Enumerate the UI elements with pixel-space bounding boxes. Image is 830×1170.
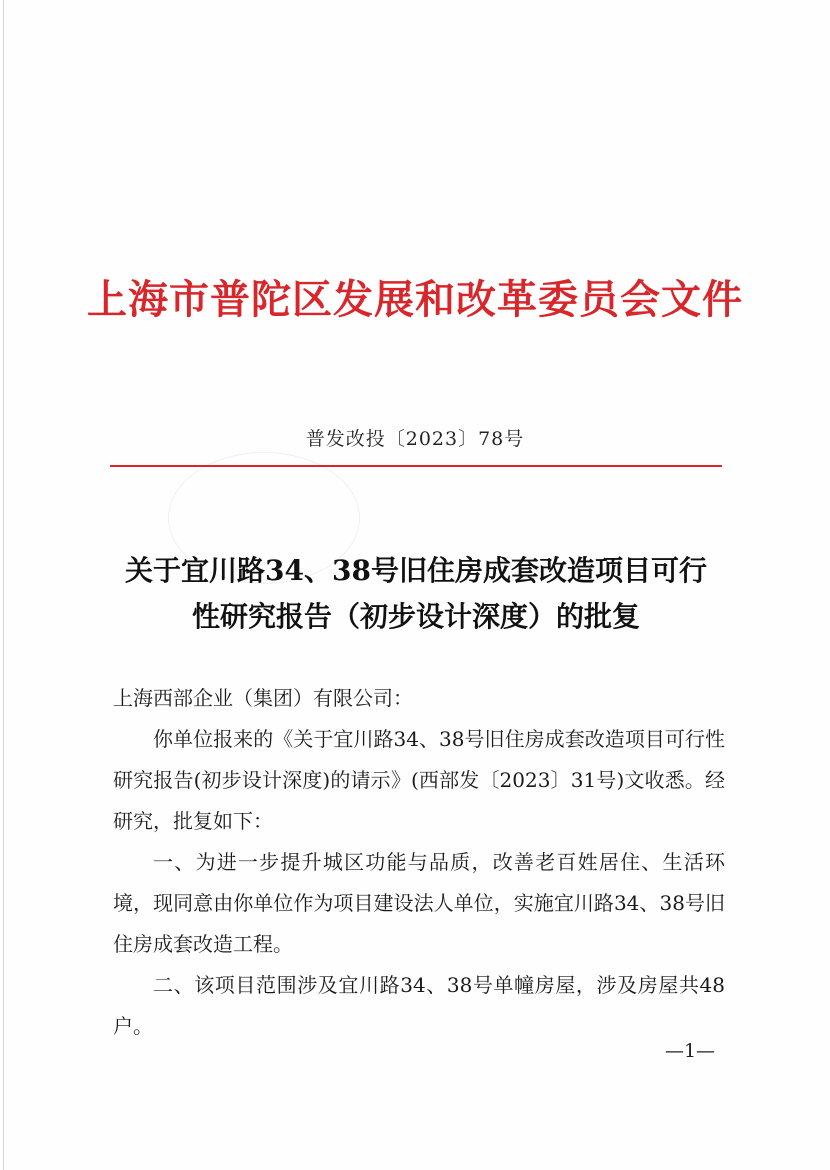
body-paragraph-3: 二、该项目范围涉及宜川路34、38号单幢房屋，涉及房屋共48户。 (113, 973, 725, 1038)
document-number: 普发改投〔2023〕78号 (305, 428, 525, 450)
document-title-line-1: 关于宜川路34、38号旧住房成套改造项目可行 (125, 554, 707, 587)
recipient-line: 上海西部企业（集团）有限公司： (113, 686, 413, 710)
document-body (113, 678, 725, 1047)
page-number: —1— (664, 1040, 716, 1062)
document-title-line-2: 性研究报告（初步设计深度）的批复 (191, 600, 640, 633)
scan-edge-line (3, 0, 4, 1170)
body-paragraph-2: 一、为进一步提升城区功能与品质，改善老百姓居住、生活环境，现同意由你单位作为项目建设法人单位，实施宜川路34、38号旧住房成套改造工程。 (113, 850, 725, 956)
body-paragraph-1: 你单位报来的《关于宜川路34、38号旧住房成套改造项目可行性研究报告(初步设计深度)的请示》(西部发〔2023〕31号)文收悉。经研究，批复如下： (113, 727, 725, 833)
red-divider-line (110, 465, 722, 467)
issuing-authority-header: 上海市普陀区发展和改革委员会文件 (87, 276, 743, 323)
document-title (110, 548, 722, 640)
